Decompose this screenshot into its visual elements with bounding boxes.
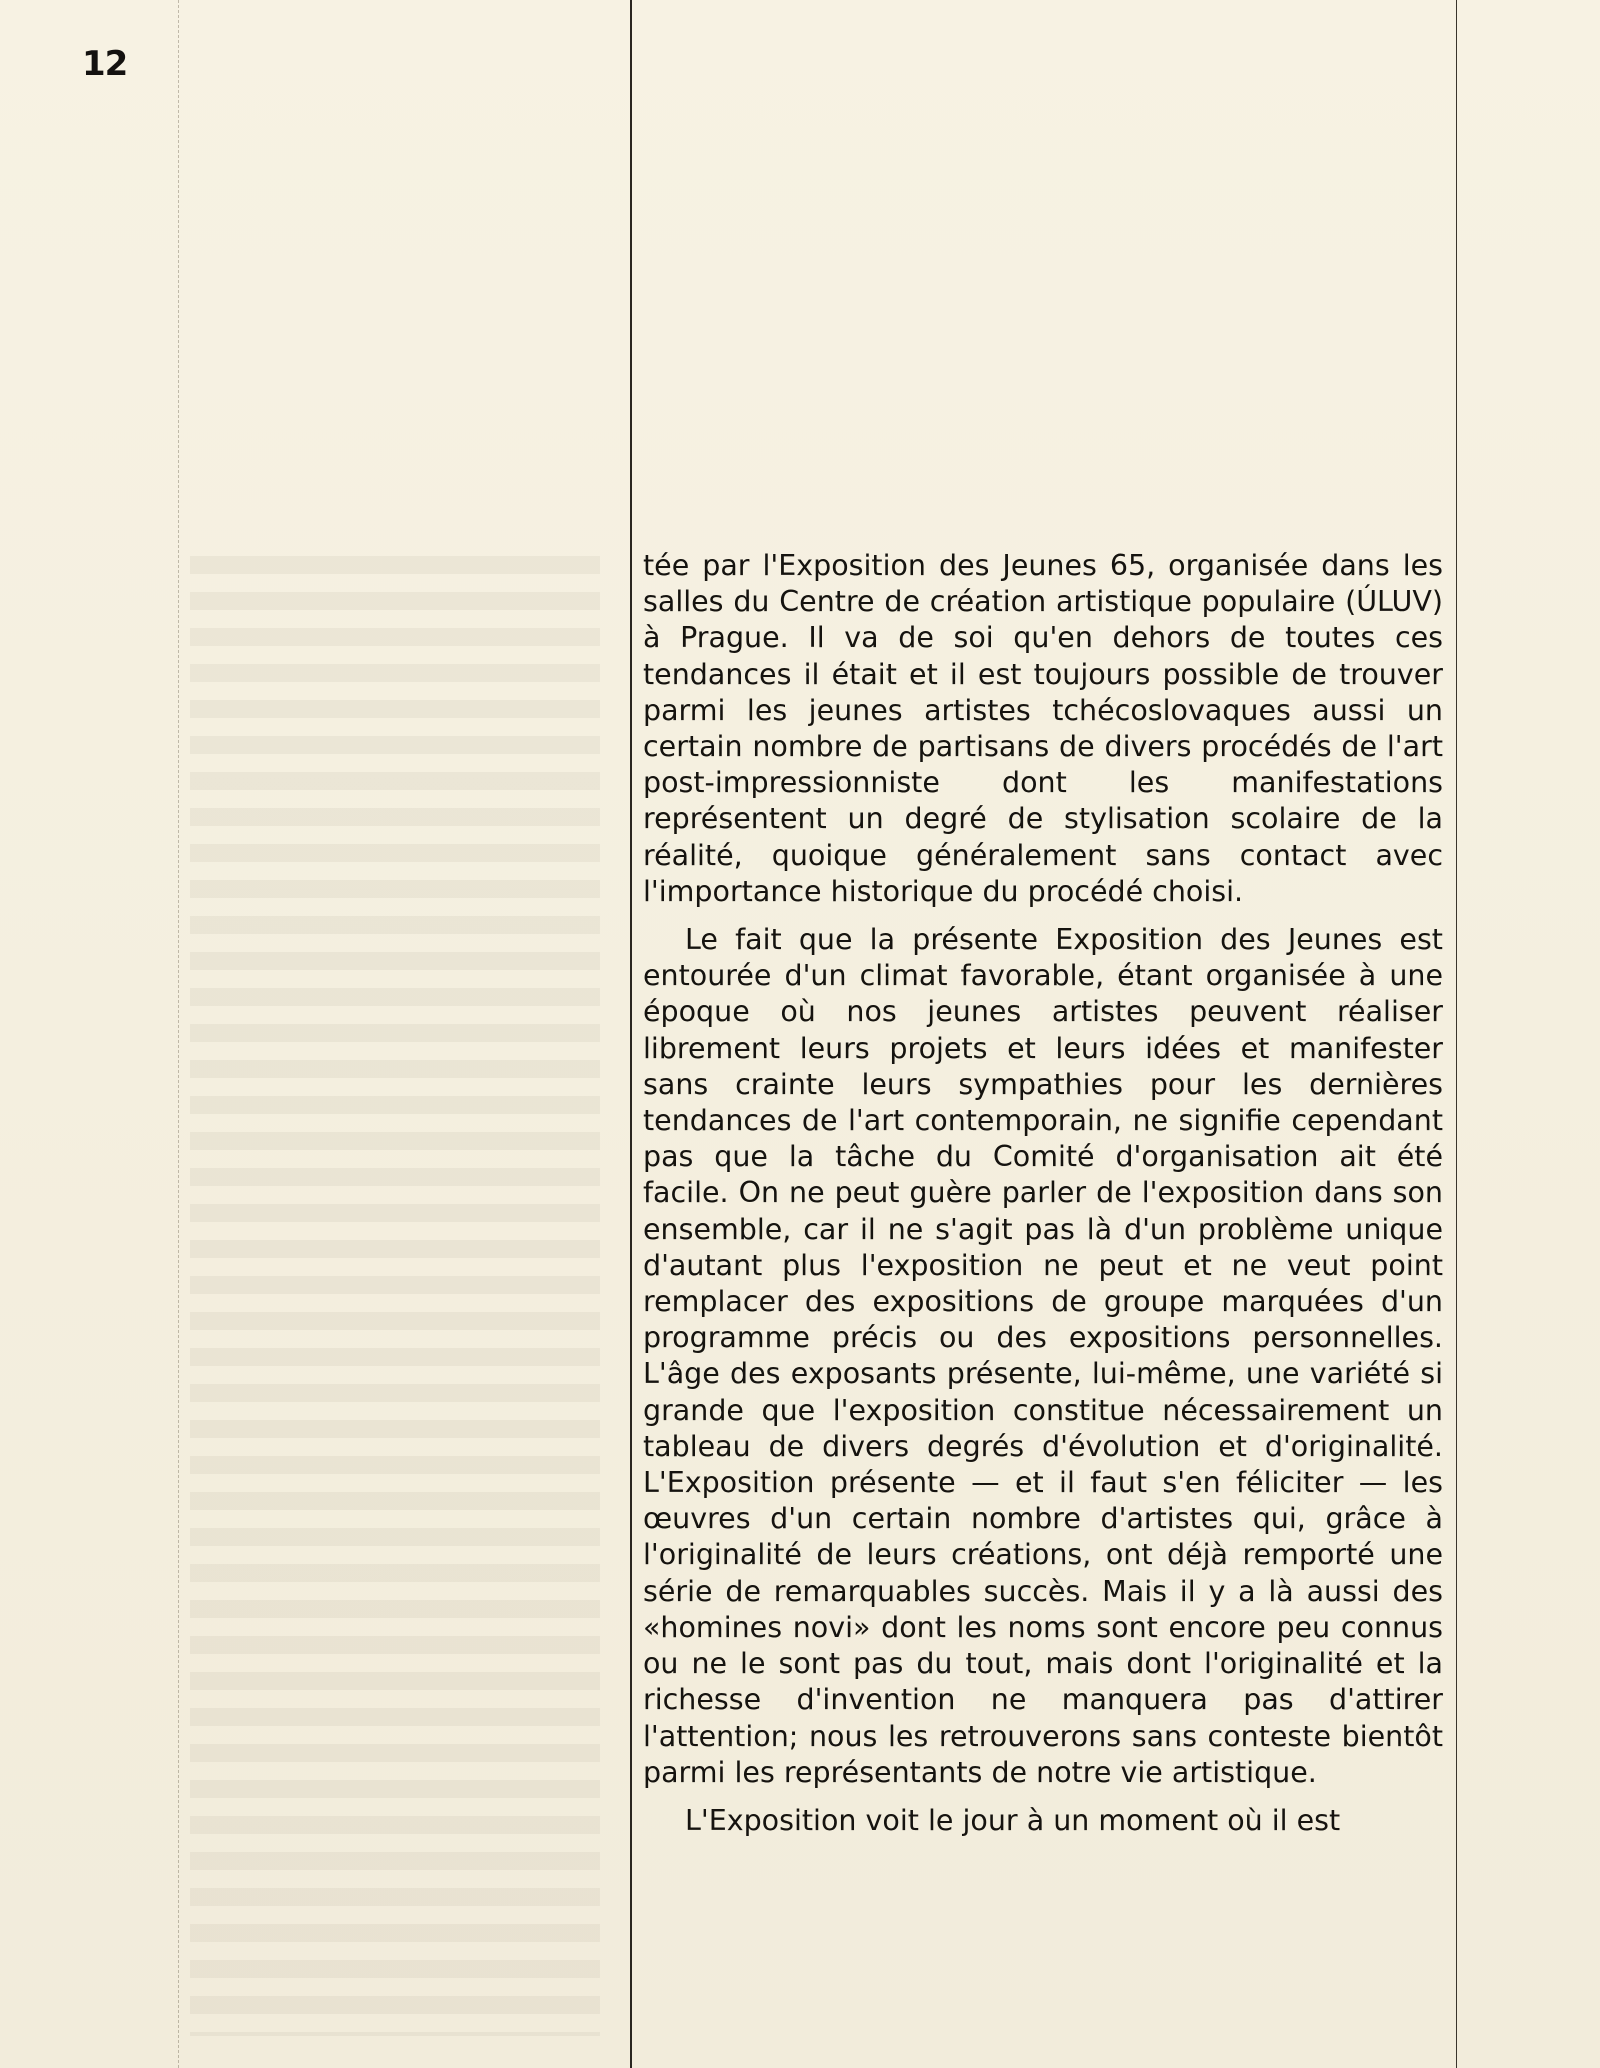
column-guide-left	[178, 0, 179, 2068]
paragraph: Le fait que la présente Exposition des Jeunes est entourée d'un climat favorable, étant organisée à une époque où nos jeunes artistes peuvent réaliser librement leurs projets et leurs idées et manifester sans crainte leurs sympathies pour les dernières tendances de l'art contemporain, ne signifie cependant pas que la tâche du Comité d'organisation ait été facile. On ne peut guère parler de l'exposition dans son ensemble, car il ne s'agit pas là d'un problème unique d'autant plus l'exposition ne peut et ne veut point remplacer des expositions de groupe marquées d'un programme précis ou des expositions personnelles. L'âge des exposants présente, lui-même, une variété si grande que l'exposition constitue nécessairement un tableau de divers degrés d'évolution et d'originalité. L'Exposition présente — et il faut s'en féliciter — les œuvres d'un certain nombre d'artistes qui, grâce à l'originalité de leurs créations, ont déjà remporté une série de remarquables succès. Mais il y a là aussi des «homines novi» dont les noms sont encore peu connus ou ne le sont pas du tout, mais dont l'originalité et la richesse d'invention ne manquera pas d'attirer l'attention; nous les retrouverons sans conteste bientôt parmi les représentants de notre vie artistique.	[643, 923, 1443, 1789]
page-number: 12	[82, 44, 128, 84]
column-divider-right	[1456, 0, 1457, 2068]
paragraph-continuation: tée par l'Exposition des Jeunes 65, organisée dans les salles du Centre de création artistique populaire (ÚLUV) à Prague. Il va de soi qu'en dehors de toutes ces tendances il était et il est toujours possible de trouver parmi les jeunes artistes tchécoslovaques aussi un certain nombre de partisans de divers procédés de l'art post-impressionniste dont les manifestations représentent un degré de stylisation scolaire de la réalité, quoique généralement sans contact avec l'importance historique du procédé choisi.	[643, 549, 1443, 908]
text-column	[643, 548, 1443, 1851]
reverse-side-show-through	[190, 556, 600, 2036]
paragraph-last: L'Exposition voit le jour à un moment où il est	[685, 1803, 1341, 1837]
column-divider	[630, 0, 632, 2068]
